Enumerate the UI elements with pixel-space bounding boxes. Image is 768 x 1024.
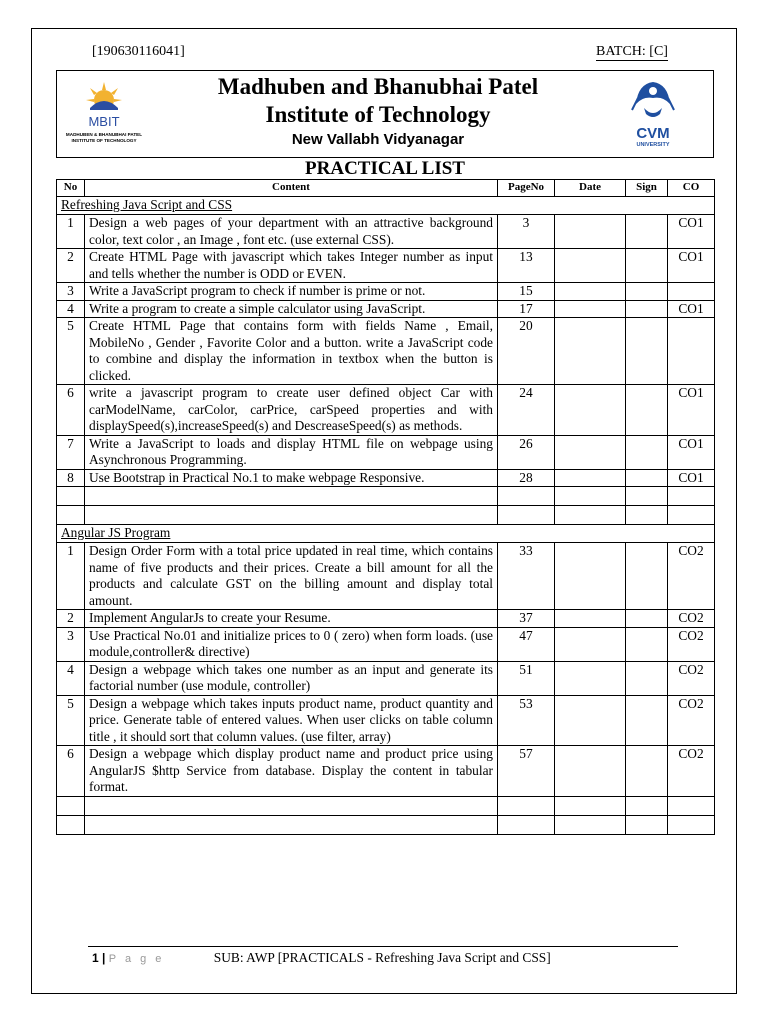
table-row [57,746,715,797]
page-number: 1 [92,951,99,965]
co-cell: CO1 [668,215,715,249]
empty-page-cell [498,796,555,815]
date-cell [555,318,626,385]
sign-cell [626,627,668,661]
empty-sign-cell [626,487,668,506]
practical-content: Create HTML Page that contains form with fields Name , Email, MobileNo , Gender , Favorite Color and a button. write a JavaScript code to combine and display the information in textbox when the button is clicked. [85,318,498,385]
practical-content: Design a webpage which takes one number as an input and generate its factorial number (use module, controller) [85,661,498,695]
sign-cell [626,435,668,469]
co-cell: CO2 [668,627,715,661]
practical-content: Create HTML Page with javascript which takes Integer number as input and tells whether the number is ODD or EVEN. [85,249,498,283]
practical-content: write a javascript program to create user defined object Car with carModelName, carColor, carPrice, carSpeed properties and with displaySpeed(s),increaseSpeed(s) and DescreaseSpeed(s) as methods. [85,385,498,436]
empty-co-cell [668,506,715,525]
empty-page-cell [498,815,555,834]
empty-content-cell [85,815,498,834]
empty-row [57,506,715,525]
date-cell [555,249,626,283]
empty-row [57,796,715,815]
practical-content: Use Practical No.01 and initialize prices to 0 ( zero) when form loads. (use module,controller& directive) [85,627,498,661]
date-cell [555,215,626,249]
co-cell: CO1 [668,385,715,436]
page-word: P a g e [108,953,165,965]
col-header-co: CO [668,180,715,197]
cvm-emblem-icon [632,82,674,117]
empty-co-cell [668,796,715,815]
table-row [57,610,715,628]
subject-label: SUB: AWP [PRACTICALS - Refreshing Java Script and CSS] [213,950,551,965]
practical-number: 1 [57,543,85,610]
empty-date-cell [555,796,626,815]
empty-sign-cell [626,815,668,834]
col-header-page: PageNo [498,180,555,197]
empty-co-cell [668,487,715,506]
page-number-cell: 17 [498,300,555,318]
empty-no-cell [57,815,85,834]
mbit-logo [60,74,160,154]
empty-no-cell [57,487,85,506]
sun-rays-icon [86,82,122,110]
empty-date-cell [555,815,626,834]
practical-list-table [56,179,715,835]
cvm-university-logo [598,74,708,154]
table-row [57,300,715,318]
date-cell [555,385,626,436]
date-cell [555,610,626,628]
co-cell: CO1 [668,300,715,318]
practical-content: Design a webpage which takes inputs product name, product quantity and price. Generate table of entered values. When user clicks on table column title , it should sort that column values. (use filter, array) [85,695,498,746]
practical-number: 8 [57,469,85,487]
practical-number: 2 [57,610,85,628]
page-number-cell: 33 [498,543,555,610]
table-header-row [57,180,715,197]
co-cell: CO2 [668,746,715,797]
sign-cell [626,300,668,318]
mbit-subtitle-2: INSTITUTE OF TECHNOLOGY [71,138,137,143]
col-header-no: No [57,180,85,197]
empty-content-cell [85,487,498,506]
practical-number: 4 [57,661,85,695]
practical-content: Write a JavaScript to loads and display HTML file on webpage using Asynchronous Programming. [85,435,498,469]
practical-number: 5 [57,695,85,746]
page-number-cell: 47 [498,627,555,661]
empty-content-cell [85,506,498,525]
page-number-cell: 24 [498,385,555,436]
date-cell [555,469,626,487]
table-row [57,385,715,436]
practical-content: Design a web pages of your department with an attractive background color, text color , an Image , font etc. (use external CSS). [85,215,498,249]
practical-number: 6 [57,746,85,797]
col-header-sign: Sign [626,180,668,197]
practical-content: Design a webpage which display product name and product price using AngularJS $http Service from database. Display the content in tabular format. [85,746,498,797]
mbit-subtitle-1: MADHUBEN & BHANUBHAI PATEL [65,132,143,137]
empty-date-cell [555,506,626,525]
page-number-cell: 37 [498,610,555,628]
practical-number: 6 [57,385,85,436]
table-row [57,435,715,469]
date-cell [555,300,626,318]
table-row [57,661,715,695]
section-title: Refreshing Java Script and CSS [57,197,715,215]
page-number-cell: 28 [498,469,555,487]
empty-row [57,487,715,506]
mbit-acronym: MBIT [88,114,120,129]
empty-no-cell [57,506,85,525]
empty-content-cell [85,796,498,815]
table-row [57,249,715,283]
sign-cell [626,249,668,283]
empty-page-cell [498,487,555,506]
date-cell [555,435,626,469]
table-row [57,283,715,301]
practical-number: 5 [57,318,85,385]
table-row [57,469,715,487]
col-header-content: Content [85,180,498,197]
practical-content: Write a program to create a simple calculator using JavaScript. [85,300,498,318]
date-cell [555,746,626,797]
sign-cell [626,695,668,746]
date-cell [555,283,626,301]
co-cell [668,283,715,301]
col-header-date: Date [555,180,626,197]
date-cell [555,695,626,746]
page-footer: 1 | P a g e SUB: AWP [PRACTICALS - Refreshing Java Script and CSS] [92,950,551,965]
section-title: Angular JS Program [57,525,715,543]
footer-rule [88,946,678,947]
sign-cell [626,746,668,797]
practical-content: Design Order Form with a total price updated in real time, which contains name of five products and their prices. Create a bill amount for all the products and calculate GST on the billing amount and display total amount. [85,543,498,610]
sign-cell [626,610,668,628]
sign-cell [626,283,668,301]
sign-cell [626,469,668,487]
cvm-acronym: CVM [636,125,670,142]
institute-location: New Vallabh Vidyanagar [291,131,465,148]
co-cell: CO2 [668,543,715,610]
section-header-row [57,197,715,215]
empty-page-cell [498,506,555,525]
co-cell [668,318,715,385]
co-cell: CO1 [668,435,715,469]
practical-content: Use Bootstrap in Practical No.1 to make webpage Responsive. [85,469,498,487]
page-number-cell: 51 [498,661,555,695]
page-number-cell: 26 [498,435,555,469]
page-number-cell: 20 [498,318,555,385]
section-header-row [57,525,715,543]
empty-sign-cell [626,506,668,525]
practical-list-title: PRACTICAL LIST [305,158,465,179]
practical-number: 3 [57,283,85,301]
practical-number: 4 [57,300,85,318]
empty-co-cell [668,815,715,834]
batch-label: BATCH: [C] [596,44,668,59]
page-number-cell: 53 [498,695,555,746]
sign-cell [626,318,668,385]
table-row [57,627,715,661]
institute-name-line2: Institute of Technology [265,102,491,127]
practical-content: Implement AngularJs to create your Resume. [85,610,498,628]
page-number-cell: 3 [498,215,555,249]
date-cell [555,543,626,610]
institute-name-line1: Madhuben and Bhanubhai Patel [217,74,539,99]
sign-cell [626,215,668,249]
practical-number: 1 [57,215,85,249]
practical-content: Write a JavaScript program to check if number is prime or not. [85,283,498,301]
table-row [57,318,715,385]
co-cell: CO2 [668,661,715,695]
sign-cell [626,385,668,436]
table-row [57,543,715,610]
empty-no-cell [57,796,85,815]
page-number-cell: 15 [498,283,555,301]
co-cell: CO2 [668,610,715,628]
enrollment-number: [190630116041] [92,44,185,59]
empty-sign-cell [626,796,668,815]
co-cell: CO2 [668,695,715,746]
practical-number: 2 [57,249,85,283]
sign-cell [626,543,668,610]
empty-date-cell [555,487,626,506]
empty-row [57,815,715,834]
date-cell [555,627,626,661]
date-cell [555,661,626,695]
co-cell: CO1 [668,249,715,283]
practical-number: 7 [57,435,85,469]
cvm-subtitle: UNIVERSITY [636,142,670,148]
co-cell: CO1 [668,469,715,487]
page-number-cell: 13 [498,249,555,283]
table-row [57,215,715,249]
table-row [57,695,715,746]
sign-cell [626,661,668,695]
page-number-cell: 57 [498,746,555,797]
practical-number: 3 [57,627,85,661]
